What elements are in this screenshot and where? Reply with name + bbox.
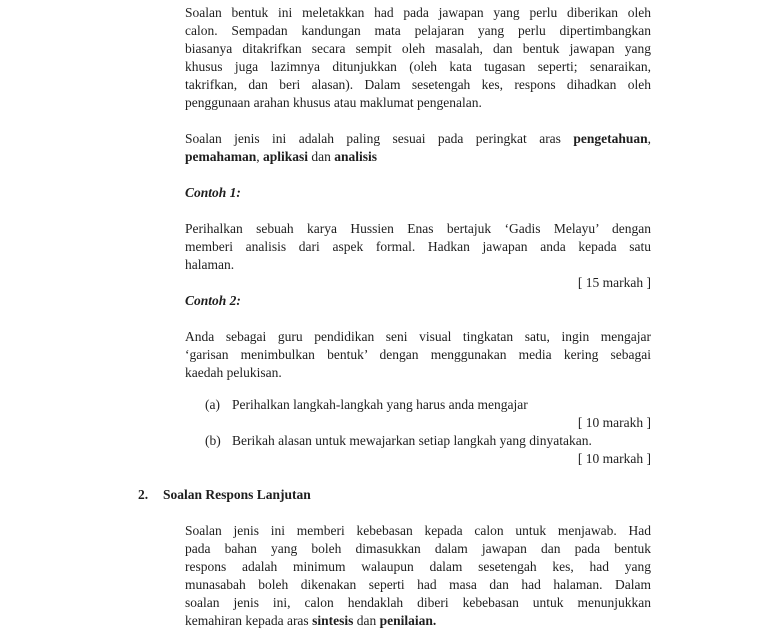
- subquestion-a-label: (a): [205, 397, 220, 412]
- text-line: memberi analisis dari aspek formal. Hadkan jawapan anda kepada satu: [185, 239, 651, 254]
- text-line: calon. Sempadan kandungan mata pelajaran yang perlu dipertimbangkan: [185, 23, 651, 38]
- heading-contoh-2: Contoh 2:: [185, 293, 241, 308]
- paragraph-example-2: [185, 328, 651, 382]
- subquestion-list: [205, 396, 651, 468]
- subquestion-a: [205, 396, 651, 414]
- text-line: Soalan jenis ini memberi kebebasan kepada calon untuk menjawab. Had: [185, 523, 651, 538]
- subquestion-b-text: Berikah alasan untuk mewajarkan setiap langkah yang dinyatakan.: [232, 433, 592, 448]
- marks-subquestion-b: [ 10 markah ]: [577, 451, 651, 466]
- text-line: Anda sebagai guru pendidikan seni visual tingkatan satu, ingin mengajar: [185, 329, 651, 344]
- text-line: pemahaman, aplikasi dan analisis: [185, 149, 378, 164]
- marks-subquestion-a: [ 10 marakh ]: [577, 415, 651, 430]
- marks-example-1: [ 15 markah ]: [577, 275, 651, 290]
- text-line: khusus juga lazimnya ditunjukkan (oleh kata tugasan seperti; senaraikan,: [185, 59, 651, 74]
- paragraph-cognitive-levels: [185, 130, 651, 166]
- document-content: [138, 4, 651, 630]
- text-line: kaedah pelukisan.: [185, 365, 282, 380]
- section-2-title: Soalan Respons Lanjutan: [163, 487, 311, 502]
- section-2-number: 2.: [138, 487, 149, 502]
- subquestion-b: [205, 432, 651, 450]
- text-line: Soalan jenis ini adalah paling sesuai pada peringkat aras pengetahuan,: [185, 131, 651, 146]
- text-line: takrifkan, dan beri alasan). Dalam sesetengah kes, respons dihadkan oleh: [185, 77, 651, 92]
- heading-contoh-1: Contoh 1:: [185, 185, 241, 200]
- text-line: Soalan bentuk ini meletakkan had pada jawapan yang perlu diberikan oleh: [185, 5, 651, 20]
- text-line: kemahiran kepada aras sintesis dan penilaian.: [185, 613, 437, 628]
- text-line: halaman.: [185, 257, 235, 272]
- paragraph-extended-response: [185, 522, 651, 630]
- subquestion-a-text: Perihalkan langkah-langkah yang harus anda mengajar: [232, 397, 528, 412]
- paragraph-example-1: [185, 220, 651, 274]
- subquestion-b-label: (b): [205, 433, 221, 448]
- text-line: soalan jenis ini, calon hendaklah diberi kebebasan untuk menunjukkan: [185, 595, 651, 610]
- text-line: pada bahan yang boleh dimasukkan dalam jawapan dan pada bentuk: [185, 541, 651, 556]
- text-line: ‘garisan menimbulkan bentuk’ dengan menggunakan media kering sebagai: [185, 347, 651, 362]
- text-line: Perihalkan sebuah karya Hussien Enas bertajuk ‘Gadis Melayu’ dengan: [185, 221, 651, 236]
- text-line: penggunaan arahan khusus atau maklumat pengenalan.: [185, 95, 482, 110]
- text-line: biasanya ditakrifkan secara sempit oleh masalah, dan bentuk jawapan yang: [185, 41, 651, 56]
- heading-section-2: [138, 486, 651, 504]
- paragraph-question-limits: [185, 4, 651, 112]
- text-line: respons adalah minimum walaupun dalam sesetengah kes, had yang: [185, 559, 651, 574]
- text-line: munasabah boleh dikenakan seperti had masa dan had halaman. Dalam: [185, 577, 651, 592]
